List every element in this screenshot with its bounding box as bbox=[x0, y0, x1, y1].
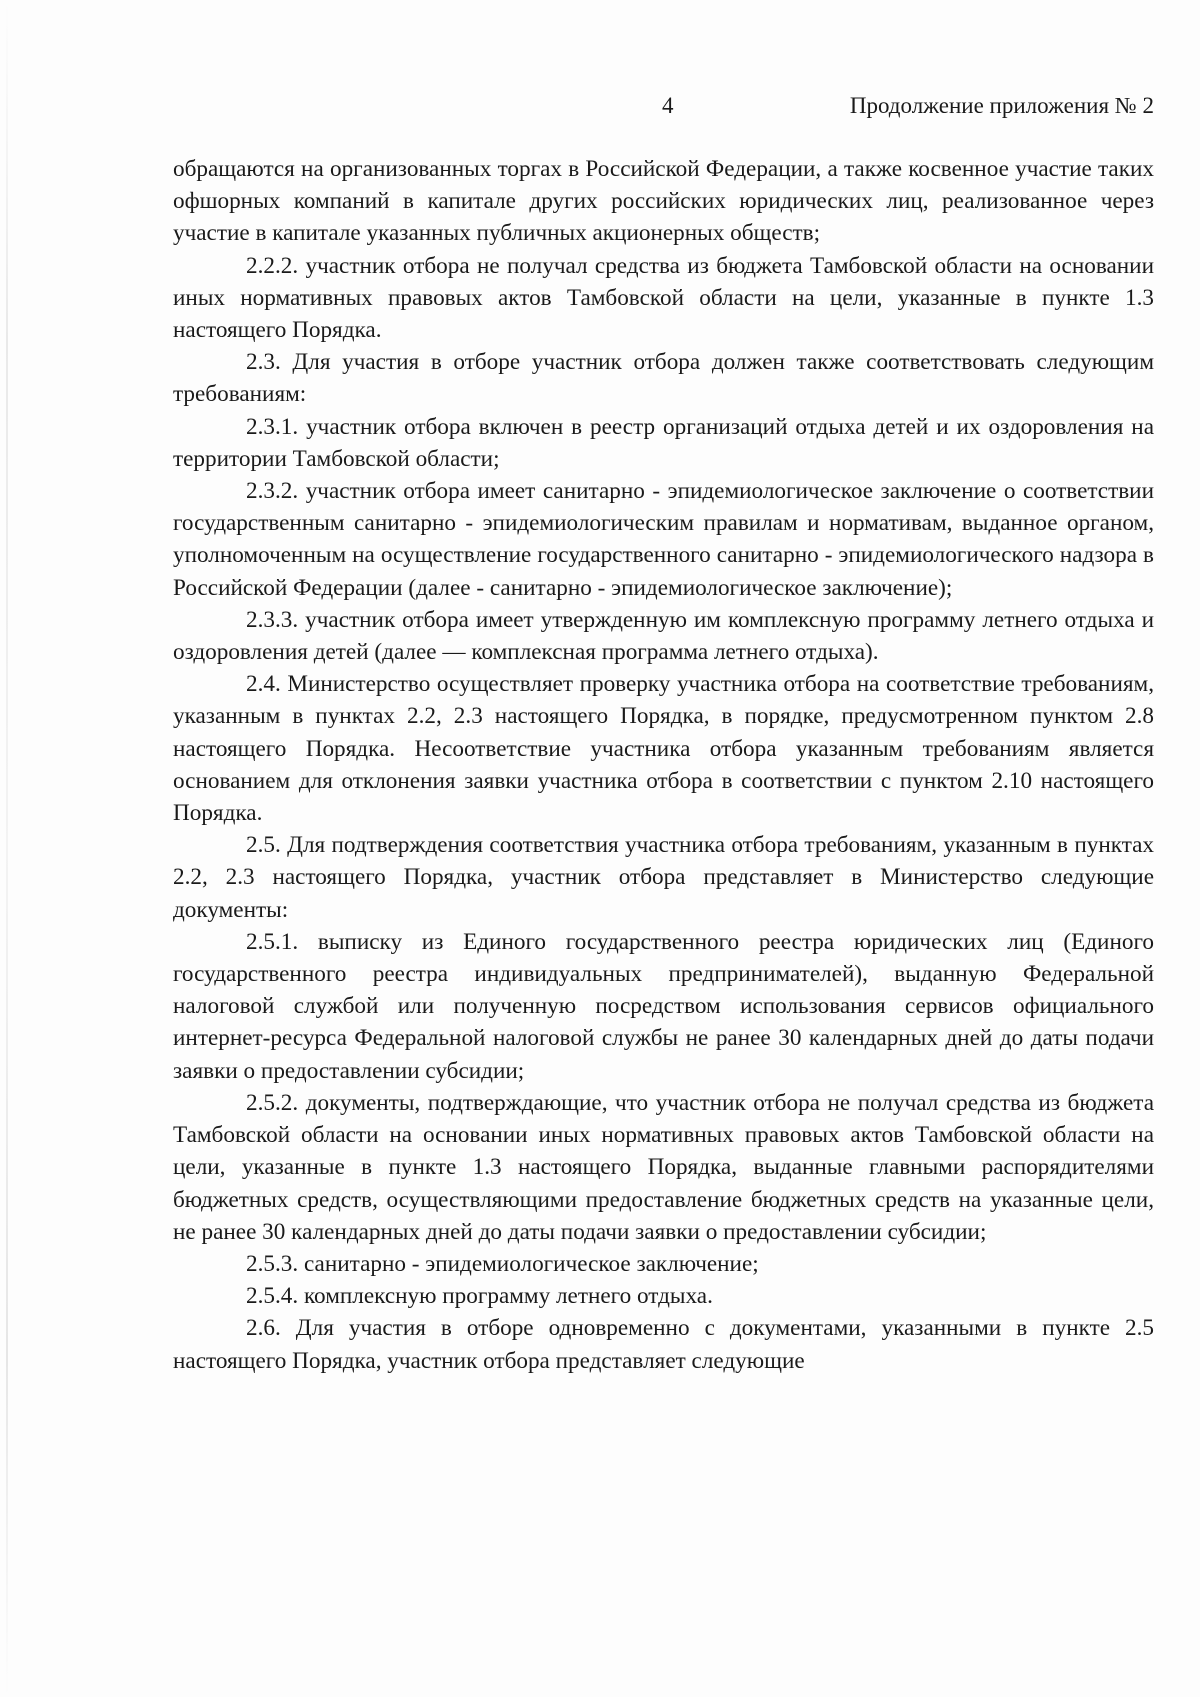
paragraph: 2.3.3. участник отбора имеет утвержденную им комплексную программу летнего отдыха и оздоровления детей (далее — комплексная программа летнего отдыха). bbox=[173, 606, 1154, 666]
paragraph: 2.3. Для участия в отборе участник отбора должен также соответствовать следующим требованиям: bbox=[173, 349, 1154, 408]
paragraph: 2.5.2. документы, подтверждающие, что участник отбора не получал средства из бюджета Тамбовской области на основании иных нормативных правовых актов Тамбовской области на цели, указанные в пункте 1.3 настоящего Порядка, выданные главными распорядителями бюджетных средств, осуществляющими предоставление бюджетных средств на указанные цели, не ранее 30 календарных дней до даты подачи заявки о предоставлении субсидии; bbox=[173, 1089, 1154, 1245]
scan-edge bbox=[6, 0, 8, 1697]
appendix-continuation-label: Продолжение приложения № 2 bbox=[849, 93, 1154, 118]
paragraph: 2.2.2. участник отбора не получал средства из бюджета Тамбовской области на основании иных нормативных правовых актов Тамбовской области на цели, указанные в пункте 1.3 настоящего Порядка. bbox=[173, 252, 1154, 344]
page-number: 4 bbox=[662, 93, 674, 118]
paragraph: 2.4. Министерство осуществляет проверку участника отбора на соответствие требованиям, указанным в пунктах 2.2, 2.3 настоящего Порядка, в порядке, предусмотренном пунктом 2.8 настоящего Порядка. Несоответствие участника отбора указанным требованиям является основанием для отклонения заявки участника отбора в соответствии с пунктом 2.10 настоящего Порядка. bbox=[173, 671, 1154, 827]
paragraph: 2.5.3. санитарно - эпидемиологическое заключение; bbox=[246, 1250, 759, 1277]
paragraph: 2.5. Для подтверждения соответствия участника отбора требованиям, указанным в пунктах 2.2, 2.3 настоящего Порядка, участник отбора представляет в Министерство следующие документы: bbox=[173, 832, 1154, 923]
paragraph: 2.3.2. участник отбора имеет санитарно - эпидемиологическое заключение о соответствии государственным санитарно - эпидемиологическим правилам и нормативам, выданное органом, уполномоченным на осуществление государственного санитарно - эпидемиологического надзора в Российской Федерации (далее - санитарно - эпидемиологическое заключение); bbox=[173, 478, 1154, 601]
document-body bbox=[173, 153, 1154, 1377]
paragraph: 2.3.1. участник отбора включен в реестр организаций отдыха детей и их оздоровления на территории Тамбовской области; bbox=[173, 413, 1154, 472]
paragraph: 2.5.4. комплексную программу летнего отдыха. bbox=[246, 1283, 713, 1310]
page-header bbox=[0, 93, 1200, 127]
paragraph: 2.6. Для участия в отборе одновременно с документами, указанными в пункте 2.5 настоящего Порядка, участник отбора представляет следующие bbox=[173, 1315, 1154, 1374]
paragraph: обращаются на организованных торгах в Российской Федерации, а также косвенное участие таких офшорных компаний в капитале других российских юридических лиц, реализованное через участие в капитале указанных публичных акционерных обществ; bbox=[173, 156, 1154, 247]
paragraph: 2.5.1. выписку из Единого государственного реестра юридических лиц (Единого государственного реестра индивидуальных предпринимателей), выданную Федеральной налоговой службой или полученную посредством использования сервисов официального интернет-ресурса Федеральной налоговой службы не ранее 30 календарных дней до даты подачи заявки о предоставлении субсидии; bbox=[173, 928, 1154, 1084]
